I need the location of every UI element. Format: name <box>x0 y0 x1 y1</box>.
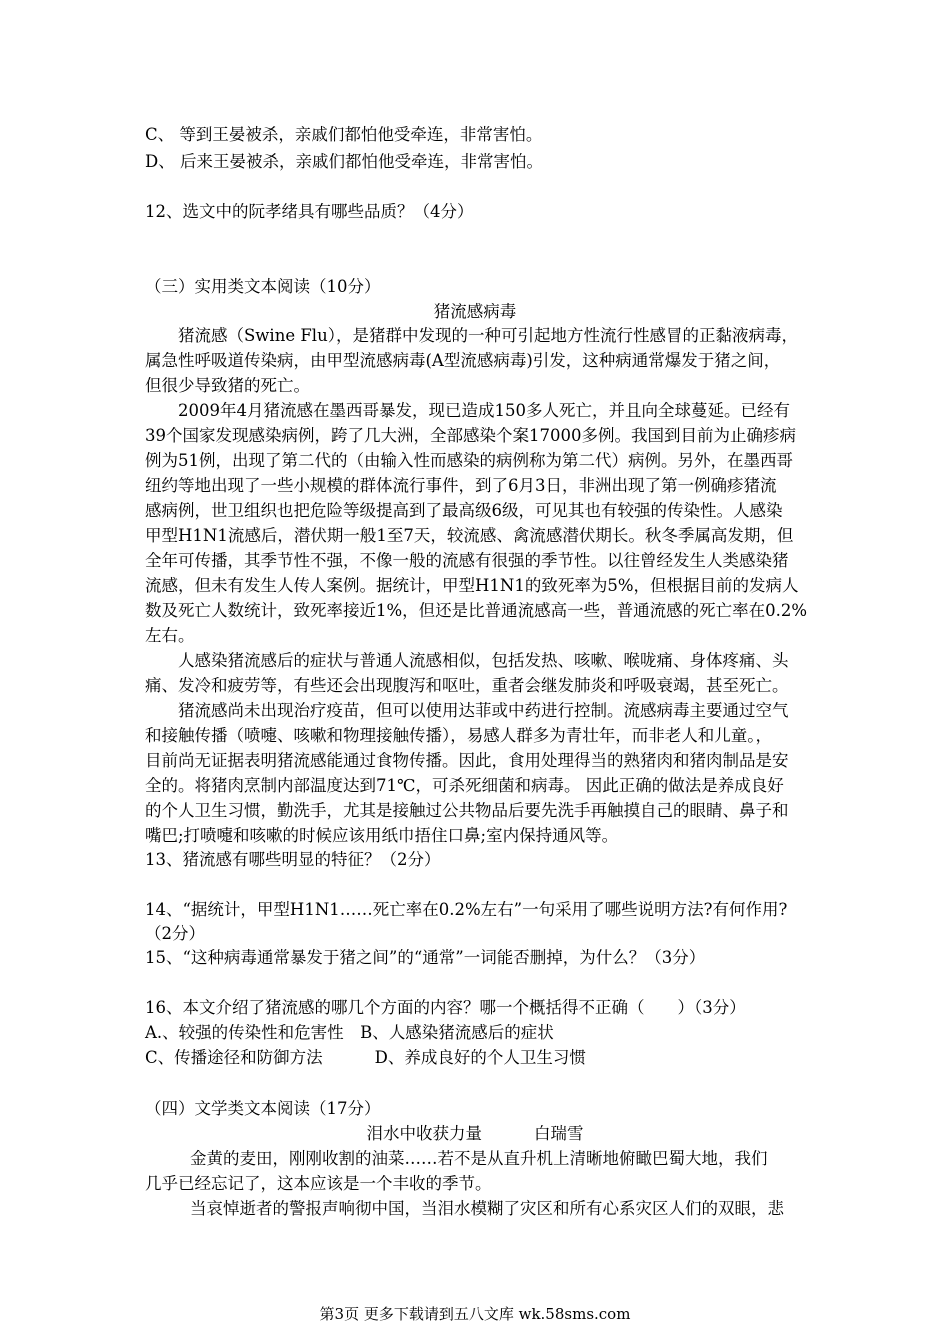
page-footer: 第3页 更多下载请到五八文库 wk.58sms.com <box>319 1305 631 1323</box>
article-line: 但很少导致猪的死亡。 <box>145 376 310 395</box>
article-line: 全年可传播，其季节性不强，不像一般的流感有很强的季节性。以往曾经发生人类感染猪 <box>145 551 789 570</box>
article-line: 甲型H1N1流感后，潜伏期一般1至7天，较流感、禽流感潜伏期长。秋冬季属高发期，但 <box>145 526 794 545</box>
section4-heading: （四）文学类文本阅读（17分） <box>145 1099 381 1118</box>
article-line: 例为51例，出现了第二代的（由输入性而感染的病例称为第二代）病例。另外，在墨西哥 <box>145 451 793 470</box>
article-line: 目前尚无证据表明猪流感能通过食物传播。因此，食用处理得当的熟猪肉和猪肉制品是安 <box>145 751 789 770</box>
section4-title-line <box>0 1122 950 1146</box>
article-line: 39个国家发现感染病例，跨了几大洲，全部感染个案17000多例。我国到目前为止确疹病 <box>145 426 796 445</box>
question-14: 14、“据统计，甲型H1N1……死亡率在0.2%左右”一句采用了哪些说明方法?有何作用? <box>145 900 788 919</box>
story-line: 金黄的麦田，刚刚收割的油菜……若不是从直升机上清晰地俯瞰巴蜀大地，我们 <box>190 1149 768 1168</box>
article-line: 流感，但未有发生人传人案例。据统计，甲型H1N1的致死率为5%，但根据目前的发病人 <box>145 576 799 595</box>
story-line: 几乎已经忘记了，这本应该是一个丰收的季节。 <box>145 1174 492 1193</box>
question-14-score: （2分） <box>145 924 205 943</box>
question-13: 13、猪流感有哪些明显的特征？（2分） <box>145 850 441 869</box>
article-line: 人感染猪流感后的症状与普通人流感相似，包括发热、咳嗽、喉咙痛、身体疼痛、头 <box>178 651 789 670</box>
article-line: 嘴巴;打喷嚏和咳嗽的时候应该用纸巾捂住口鼻;室内保持通风等。 <box>145 826 619 845</box>
section3-title: 猪流感病毒 <box>433 302 517 321</box>
article-line: 纽约等地出现了一些小规模的群体流行事件，到了6月3日，非洲出现了第一例确疹猪流 <box>145 476 777 495</box>
option-d: D、养成良好的个人卫生习惯 <box>374 1048 586 1067</box>
section3-heading: （三）实用类文本阅读（10分） <box>145 277 381 296</box>
question-12: 12、选文中的阮孝绪具有哪些品质？（4分） <box>145 202 474 221</box>
section4-title: 泪水中收获力量 <box>366 1124 482 1143</box>
question-15: 15、“这种病毒通常暴发于猪之间”的“通常”一词能否删掉，为什么？（3分） <box>145 948 706 967</box>
article-line: 猪流感（Swine Flu），是猪群中发现的一种可引起地方性流行性感冒的正黏液病毒， <box>178 326 798 345</box>
question-16-options-ab: A.、较强的传染性和危害性 B、人感染猪流感后的症状 <box>145 1023 554 1042</box>
article-line: 痛、发冷和疲劳等，有些还会出现腹泻和呕吐，重者会继发肺炎和呼吸衰竭，甚至死亡。 <box>145 676 789 695</box>
article-line: 左右。 <box>145 626 195 645</box>
q11-option-d: D、 后来王晏被杀，亲戚们都怕他受牵连，非常害怕。 <box>145 152 543 171</box>
article-line: 全的。将猪肉烹制内部温度达到71℃，可杀死细菌和病毒。 因此正确的做法是养成良好 <box>145 776 784 795</box>
q11-option-c: C、 等到王晏被杀，亲戚们都怕他受牵连，非常害怕。 <box>145 125 543 144</box>
article-line: 属急性呼吸道传染病，由甲型流感病毒(A型流感病毒)引发，这种病通常爆发于猪之间， <box>145 351 781 370</box>
question-16-options-cd <box>145 1046 586 1070</box>
article-line: 猪流感尚未出现治疗疫苗，但可以使用达菲或中药进行控制。流感病毒主要通过空气 <box>178 701 789 720</box>
section4-author: 白瑞雪 <box>534 1124 584 1143</box>
article-line: 的个人卫生习惯，勤洗手，尤其是接触过公共物品后要先洗手再触摸自己的眼睛、鼻子和 <box>145 801 789 820</box>
article-line: 和接触传播（喷嚏、咳嗽和物理接触传播），易感人群多为青壮年，而非老人和儿童。， <box>145 726 772 745</box>
article-line: 2009年4月猪流感在墨西哥暴发，现已造成150多人死亡，并且向全球蔓延。已经有 <box>178 401 790 420</box>
story-line: 当哀悼逝者的警报声响彻中国，当泪水模糊了灾区和所有心系灾区人们的双眼，悲 <box>190 1199 784 1218</box>
article-line: 感病例，世卫组织也把危险等级提高到了最高级6级，可见其也有较强的传染性。人感染 <box>145 501 783 520</box>
article-line: 数及死亡人数统计，致死率接近1%，但还是比普通流感高一些，普通流感的死亡率在0.2% <box>145 601 808 620</box>
question-16: 16、本文介绍了猪流感的哪几个方面的内容？哪一个概括得不正确（ ）（3分） <box>145 998 746 1017</box>
option-c: C、传播途径和防御方法 <box>145 1048 323 1067</box>
